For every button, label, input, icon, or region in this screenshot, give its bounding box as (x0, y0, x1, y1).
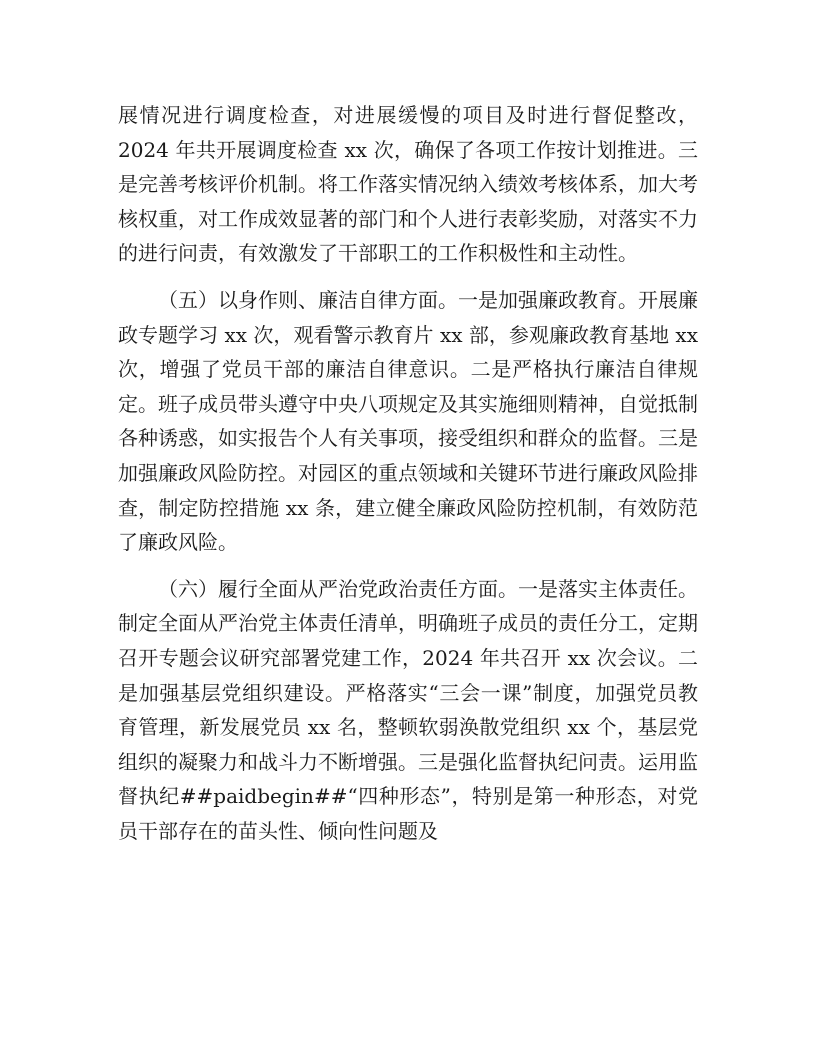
document-page (118, 98, 698, 848)
paragraph-integrity-self-discipline: （五）以身作则、廉洁自律方面。一是加强廉政教育。开展廉政专题学习 xx 次，观看警示教育片 xx 部，参观廉政教育基地 xx 次，增强了党员干部的廉洁自律意识。二是严格执行廉洁自律规定。班子成员带头遵守中央八项规定及其实施细则精神，自觉抵制各种诱惑，如实报告个人有关事项，接受组织和群众的监督。三是加强廉政风险防控。对园区的重点领域和关键环节进行廉政风险排查，制定防控措施 xx 条，建立健全廉政风险防控机制，有效防范了廉政风险。 (118, 287, 698, 555)
paragraph-party-governance-responsibility: （六）履行全面从严治党政治责任方面。一是落实主体责任。制定全面从严治党主体责任清单，明确班子成员的责任分工，定期召开专题会议研究部署党建工作，2024 年共召开 xx 次会议。二是加强基层党组织建设。严格落实“三会一课”制度，加强党员教育管理，新发展党员 xx 名，整顿软弱涣散党组织 xx 个，基层党组织的凝聚力和战斗力不断增强。三是强化监督执纪问责。运用监督执纪##paidbegin##“四种形态”，特别是第一种形态，对党员干部存在的苗头性、倾向性问题及 (118, 576, 698, 843)
paragraph-continuation: 展情况进行调度检查，对进展缓慢的项目及时进行督促整改，2024 年共开展调度检查 xx 次，确保了各项工作按计划推进。三是完善考核评价机制。将工作落实情况纳入绩效考核体系，加大考核权重，对工作成效显著的部门和个人进行表彰奖励，对落实不力的进行问责，有效激发了干部职工的工作积极性和主动性。 (118, 103, 698, 266)
